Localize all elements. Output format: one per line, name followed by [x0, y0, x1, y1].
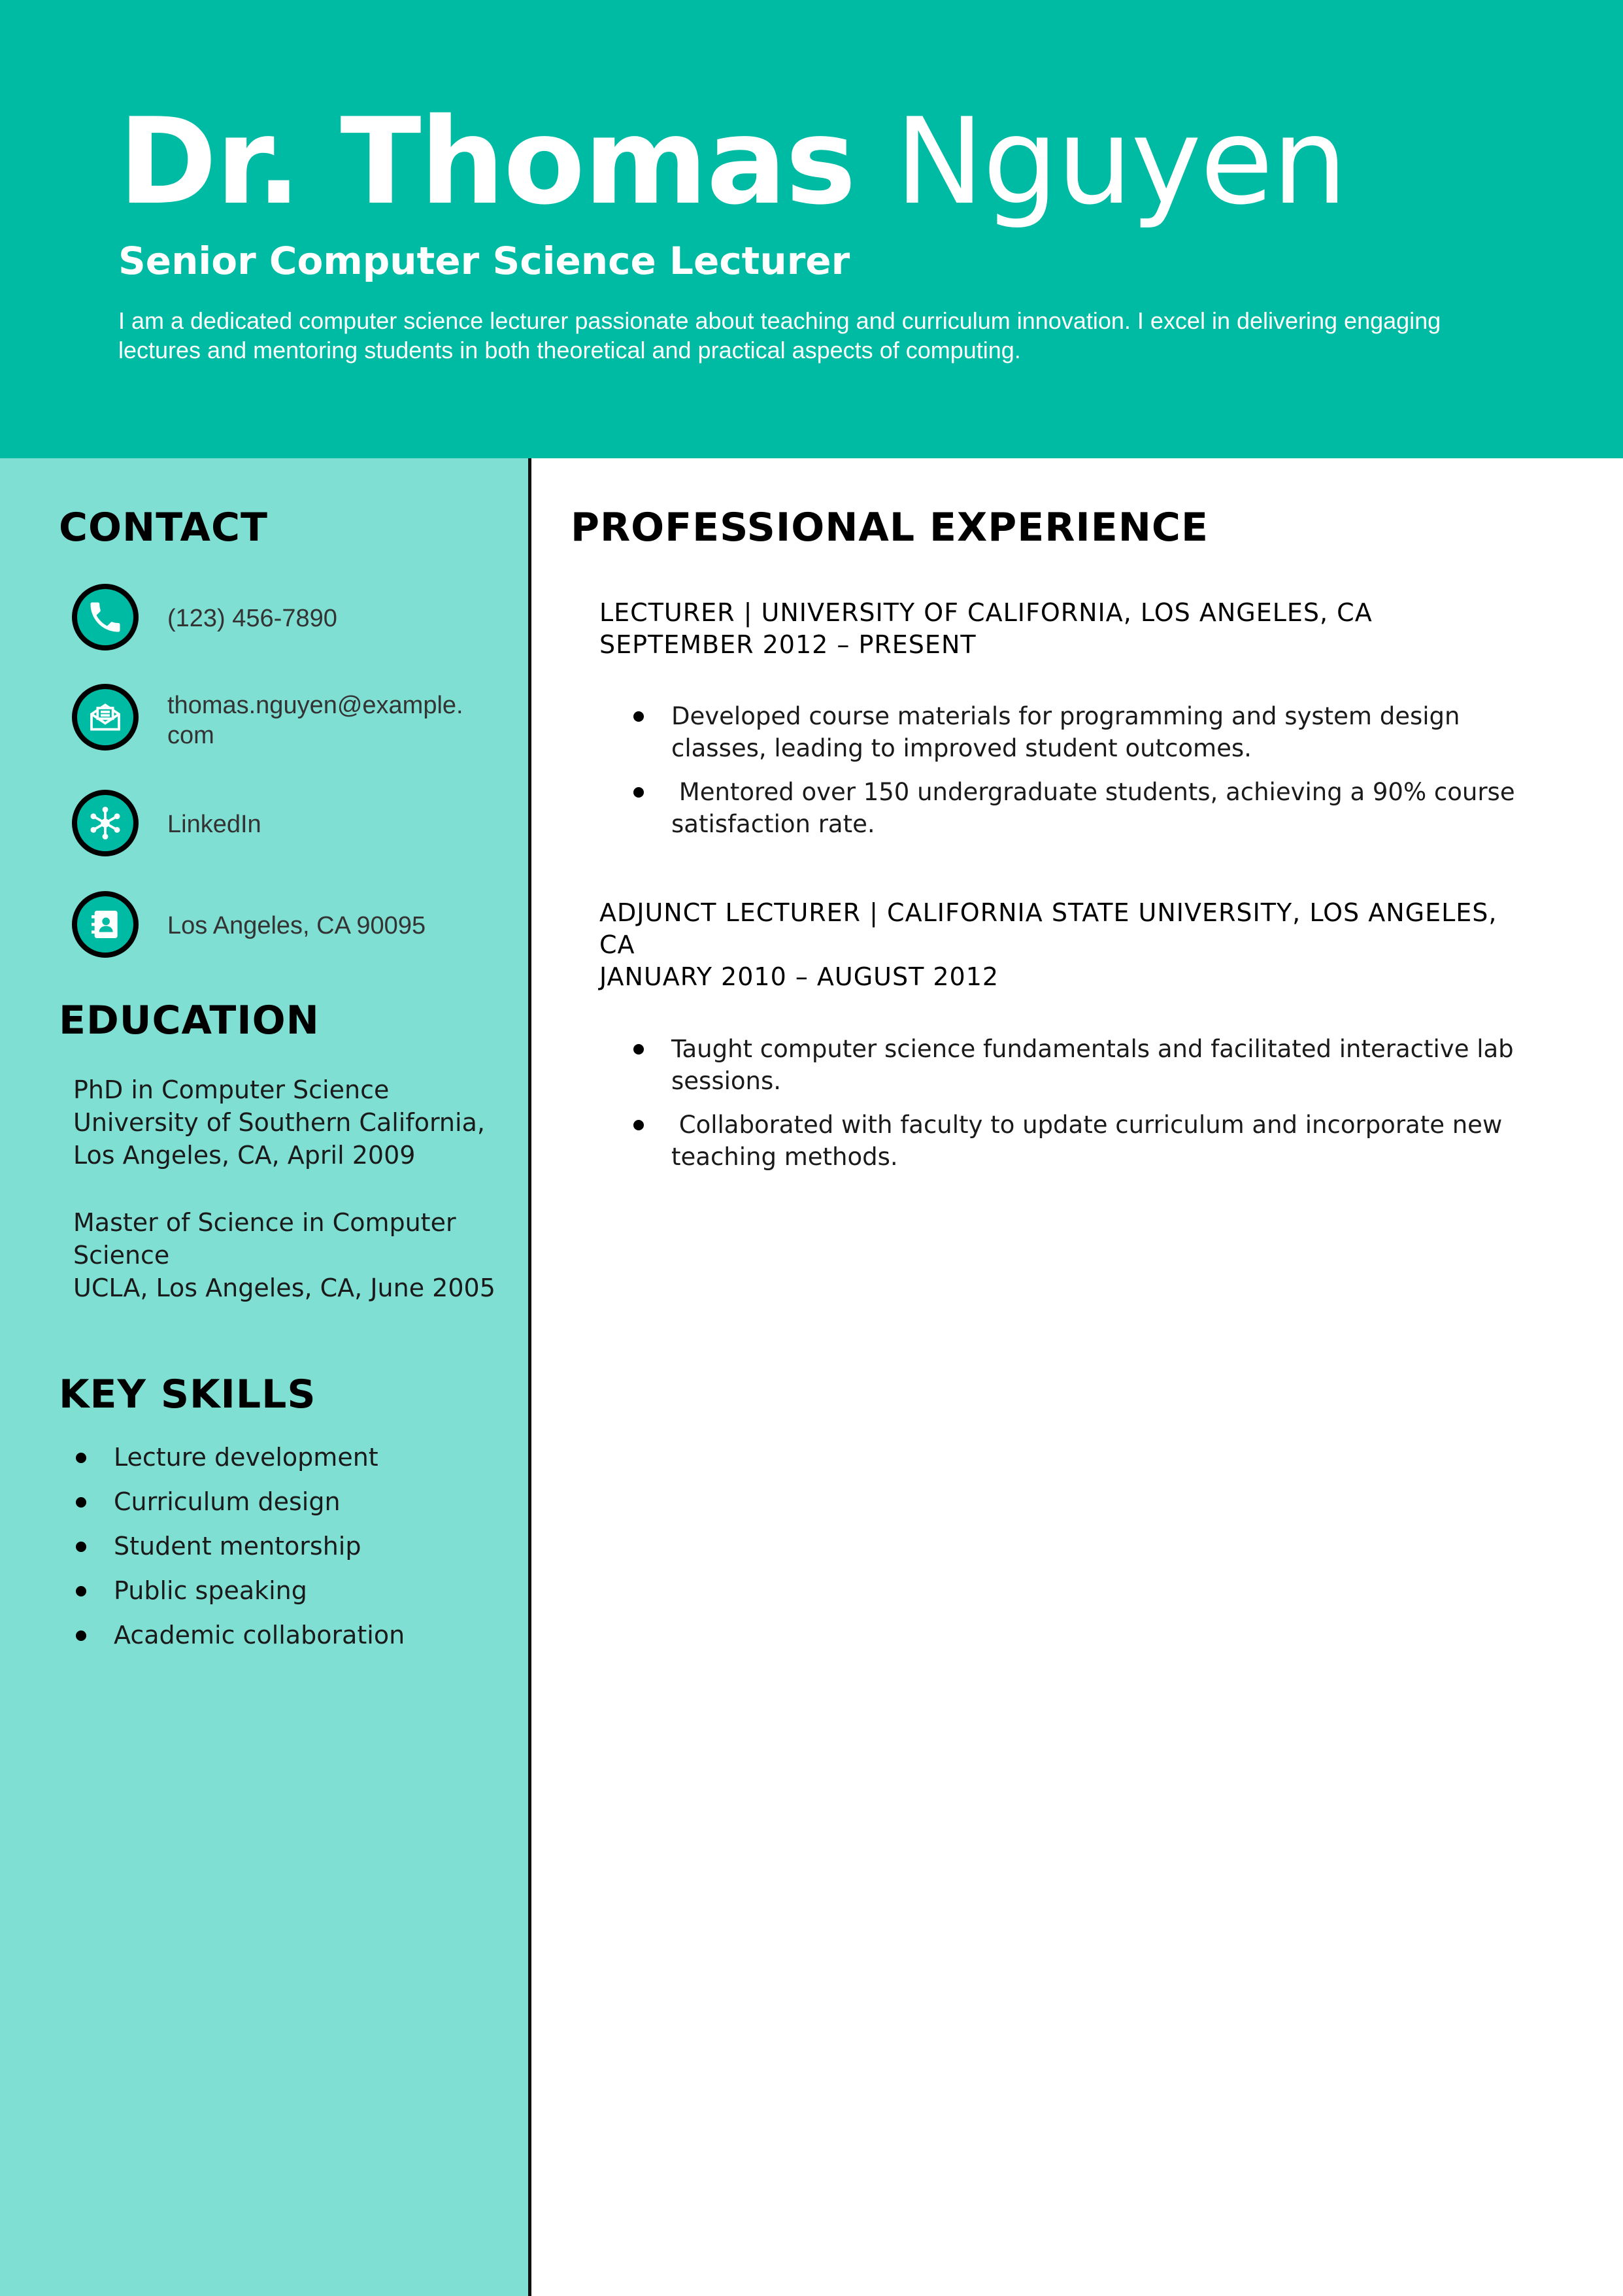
education-entry — [73, 1073, 505, 1172]
address-icon — [72, 891, 139, 958]
network-icon — [72, 790, 139, 856]
education-entry — [73, 1206, 505, 1304]
job-bullet: Taught computer science fundamentals and facilitated interactive lab sessions. — [599, 1033, 1528, 1097]
job-bullet: Developed course materials for programming and system design classes, leading to improved student outcomes. — [599, 700, 1528, 764]
skill-item: Academic collaboration — [73, 1613, 405, 1657]
last-name: Nguyen — [895, 92, 1347, 231]
skill-item: Public speaking — [73, 1568, 405, 1613]
skill-item: Lecture development — [73, 1435, 405, 1479]
job-bullet: Mentored over 150 undergraduate students, achieving a 90% course satisfaction rate. — [599, 776, 1528, 840]
job-title: Senior Computer Science Lecturer — [118, 239, 850, 283]
phone-text[interactable]: (123) 456-7890 — [167, 605, 337, 632]
education-degree: Master of Science in Computer Science — [73, 1208, 456, 1270]
phone-icon — [72, 584, 139, 650]
job-dates: JANUARY 2010 – AUGUST 2012 — [599, 962, 999, 991]
skill-item: Student mentorship — [73, 1524, 405, 1568]
job-header — [599, 897, 1514, 993]
job-bullet: Collaborated with faculty to update curriculum and incorporate new teaching methods. — [599, 1109, 1528, 1173]
job-role: ADJUNCT LECTURER | CALIFORNIA STATE UNIVERSITY, LOS ANGELES, CA — [599, 898, 1498, 959]
education-details: UCLA, Los Angeles, CA, June 2005 — [73, 1274, 495, 1302]
experience-heading: PROFESSIONAL EXPERIENCE — [571, 505, 1209, 550]
email-icon — [72, 684, 139, 751]
skill-item: Curriculum design — [73, 1479, 405, 1524]
first-name: Dr. Thomas — [118, 92, 855, 231]
job-header — [599, 597, 1514, 661]
education-heading: EDUCATION — [59, 998, 320, 1043]
education-degree: PhD in Computer Science — [73, 1075, 390, 1104]
education-details: University of Southern California, Los Angeles, CA, April 2009 — [73, 1108, 485, 1170]
linkedin-text[interactable]: LinkedIn — [167, 811, 261, 838]
address-text: Los Angeles, CA 90095 — [167, 912, 426, 939]
skills-heading: KEY SKILLS — [59, 1372, 316, 1417]
candidate-name — [118, 93, 1346, 230]
header-banner — [0, 0, 1623, 458]
profile-summary: I am a dedicated computer science lecturer passionate about teaching and curriculum innovation. I excel in delivering engaging lectures and mentoring students in both theoretical and practical aspects of computing. — [118, 307, 1441, 363]
skills-list — [73, 1435, 405, 1657]
job-role: LECTURER | UNIVERSITY OF CALIFORNIA, LOS ANGELES, CA — [599, 598, 1373, 627]
job-bullets — [599, 700, 1528, 852]
job-dates: SEPTEMBER 2012 – PRESENT — [599, 630, 977, 659]
email-text[interactable]: thomas.nguyen@example. com — [167, 692, 463, 749]
job-bullets — [599, 1033, 1528, 1185]
contact-heading: CONTACT — [59, 505, 268, 550]
